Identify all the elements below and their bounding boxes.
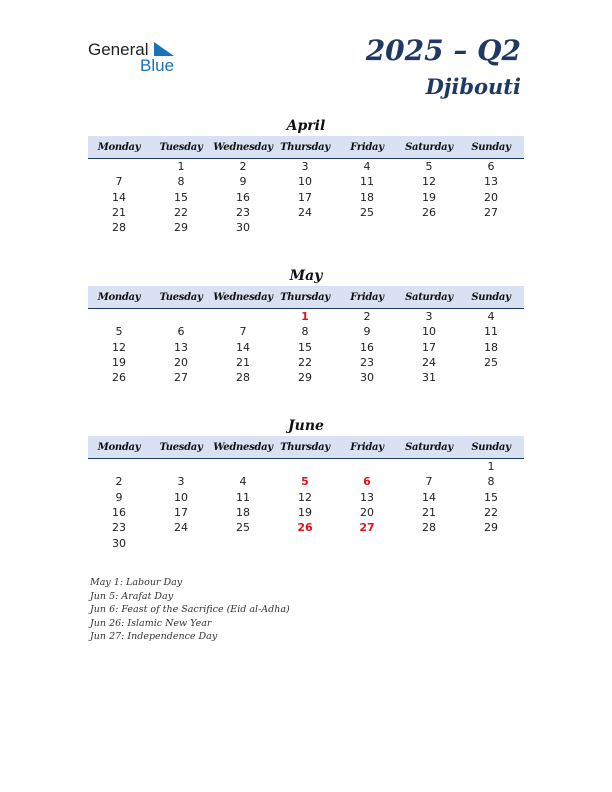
weekday-label: Tuesday — [159, 291, 203, 303]
day-cell: 19 — [298, 506, 312, 520]
generalblue-logo — [88, 40, 188, 76]
day-cell: 5 — [301, 475, 309, 489]
day-cell: 2 — [115, 475, 123, 489]
day-cell: 14 — [236, 340, 250, 354]
day-cell: 30 — [112, 536, 126, 550]
day-cell: 28 — [236, 371, 250, 385]
weekday-label: Friday — [350, 141, 384, 153]
day-cell: 3 — [177, 475, 185, 489]
day-cell: 23 — [360, 356, 374, 370]
month-title: April — [286, 118, 326, 134]
month-title: May — [289, 268, 323, 284]
weekday-label: Saturday — [405, 291, 453, 303]
day-cell: 16 — [112, 506, 126, 520]
week-row — [88, 474, 524, 489]
week-row — [88, 505, 524, 520]
day-cell: 4 — [487, 310, 495, 324]
holiday-note: Jun 26: Islamic New Year — [90, 617, 212, 629]
day-cell: 29 — [298, 371, 312, 385]
week-row — [88, 190, 524, 205]
week-row — [88, 535, 524, 550]
holiday-note: Jun 27: Independence Day — [90, 631, 218, 643]
week-row — [88, 220, 524, 235]
day-cell: 30 — [360, 371, 374, 385]
logo-text-general: General — [88, 40, 149, 59]
month-title: June — [288, 418, 324, 434]
weekday-label: Thursday — [280, 141, 330, 153]
holiday-notes — [90, 576, 290, 644]
week-row — [88, 355, 524, 370]
day-cell: 22 — [298, 356, 312, 370]
day-cell: 19 — [422, 190, 436, 204]
day-cell: 25 — [236, 521, 250, 535]
day-cell: 3 — [425, 310, 433, 324]
week-row — [88, 520, 524, 535]
day-cell: 20 — [360, 506, 374, 520]
week-row — [88, 205, 524, 220]
day-cell: 10 — [422, 325, 436, 339]
weekday-label: Tuesday — [159, 141, 203, 153]
weekday-label: Tuesday — [159, 441, 203, 453]
day-cell: 14 — [112, 190, 126, 204]
day-cell: 5 — [115, 325, 123, 339]
day-cell: 6 — [363, 475, 371, 489]
weekday-label: Thursday — [280, 441, 330, 453]
day-cell: 22 — [174, 206, 188, 220]
day-cell: 18 — [360, 190, 374, 204]
weekday-label: Saturday — [405, 441, 453, 453]
day-cell: 8 — [177, 175, 185, 189]
day-cell: 4 — [363, 160, 371, 174]
day-cell: 26 — [112, 371, 126, 385]
logo-text-blue: Blue — [140, 56, 175, 75]
day-cell: 15 — [484, 490, 498, 504]
day-cell: 13 — [174, 340, 188, 354]
day-cell: 12 — [112, 340, 126, 354]
day-cell: 3 — [301, 160, 309, 174]
day-cell: 15 — [298, 340, 312, 354]
day-cell: 17 — [422, 340, 436, 354]
day-cell: 9 — [239, 175, 247, 189]
day-cell: 29 — [484, 521, 498, 535]
day-cell: 21 — [112, 206, 126, 220]
day-cell: 4 — [239, 475, 247, 489]
month-calendar-april — [88, 116, 524, 235]
day-cell: 2 — [239, 160, 247, 174]
week-row — [88, 174, 524, 189]
week-row — [88, 324, 524, 339]
holiday-note: May 1: Labour Day — [90, 577, 183, 588]
day-cell: 7 — [115, 175, 123, 189]
day-cell: 10 — [298, 175, 312, 189]
weekday-label: Sunday — [471, 141, 511, 153]
day-cell: 11 — [360, 175, 374, 189]
week-row — [88, 459, 524, 474]
weekday-label: Wednesday — [213, 291, 273, 303]
day-cell: 12 — [298, 490, 312, 504]
day-cell: 24 — [422, 356, 436, 370]
day-cell: 27 — [174, 371, 188, 385]
day-cell: 6 — [487, 160, 495, 174]
day-cell: 23 — [112, 521, 126, 535]
day-cell: 2 — [363, 310, 371, 324]
day-cell: 13 — [484, 175, 498, 189]
weekday-label: Monday — [97, 291, 141, 303]
day-cell: 27 — [359, 521, 375, 535]
day-cell: 7 — [239, 325, 247, 339]
weekday-label: Monday — [97, 441, 141, 453]
day-cell: 1 — [177, 160, 185, 174]
weekday-label: Wednesday — [213, 441, 273, 453]
day-cell: 9 — [115, 490, 123, 504]
day-cell: 20 — [174, 356, 188, 370]
day-cell: 16 — [236, 190, 250, 204]
day-cell: 19 — [112, 356, 126, 370]
day-cell: 16 — [360, 340, 374, 354]
day-cell: 17 — [174, 506, 188, 520]
day-cell: 28 — [422, 521, 436, 535]
month-calendar-june — [88, 416, 524, 551]
weekday-header-row — [88, 136, 524, 159]
day-cell: 29 — [174, 221, 188, 235]
day-cell: 24 — [298, 206, 312, 220]
day-cell: 13 — [360, 490, 374, 504]
day-cell: 14 — [422, 490, 436, 504]
weekday-label: Sunday — [471, 291, 511, 303]
week-row — [88, 370, 524, 385]
country-name: Djibouti — [425, 74, 521, 99]
week-row — [88, 340, 524, 355]
day-cell: 6 — [177, 325, 185, 339]
day-cell: 1 — [301, 310, 309, 324]
weekday-label: Friday — [350, 441, 384, 453]
day-cell: 7 — [425, 475, 433, 489]
day-cell: 26 — [297, 521, 313, 535]
weekday-label: Wednesday — [213, 141, 273, 153]
day-cell: 31 — [422, 371, 436, 385]
day-cell: 9 — [363, 325, 371, 339]
day-cell: 28 — [112, 221, 126, 235]
weekday-header-row — [88, 436, 524, 459]
weekday-label: Saturday — [405, 141, 453, 153]
day-cell: 15 — [174, 190, 188, 204]
holiday-note: Jun 5: Arafat Day — [90, 590, 174, 602]
day-cell: 8 — [301, 325, 309, 339]
day-cell: 20 — [484, 190, 498, 204]
day-cell: 11 — [484, 325, 498, 339]
day-cell: 8 — [487, 475, 495, 489]
weekday-label: Sunday — [471, 441, 511, 453]
month-calendar-may — [88, 266, 524, 385]
quarter-title: 2025 – Q2 — [365, 34, 521, 67]
day-cell: 12 — [422, 175, 436, 189]
weekday-header-row — [88, 286, 524, 309]
weekday-label: Friday — [350, 291, 384, 303]
day-cell: 27 — [484, 206, 498, 220]
week-row — [88, 490, 524, 505]
day-cell: 25 — [484, 356, 498, 370]
week-row — [88, 309, 524, 324]
week-row — [88, 159, 524, 174]
day-cell: 26 — [422, 206, 436, 220]
day-cell: 18 — [236, 506, 250, 520]
weekday-label: Thursday — [280, 291, 330, 303]
day-cell: 22 — [484, 506, 498, 520]
day-cell: 18 — [484, 340, 498, 354]
holiday-note: Jun 6: Feast of the Sacrifice (Eid al-Adha) — [90, 604, 290, 616]
day-cell: 30 — [236, 221, 250, 235]
day-cell: 24 — [174, 521, 188, 535]
day-cell: 25 — [360, 206, 374, 220]
weekday-label: Monday — [97, 141, 141, 153]
logo-flag-icon — [154, 42, 176, 58]
day-cell: 5 — [425, 160, 433, 174]
day-cell: 23 — [236, 206, 250, 220]
day-cell: 10 — [174, 490, 188, 504]
day-cell: 17 — [298, 190, 312, 204]
day-cell: 1 — [487, 460, 495, 474]
day-cell: 11 — [236, 490, 250, 504]
day-cell: 21 — [422, 506, 436, 520]
day-cell: 21 — [236, 356, 250, 370]
